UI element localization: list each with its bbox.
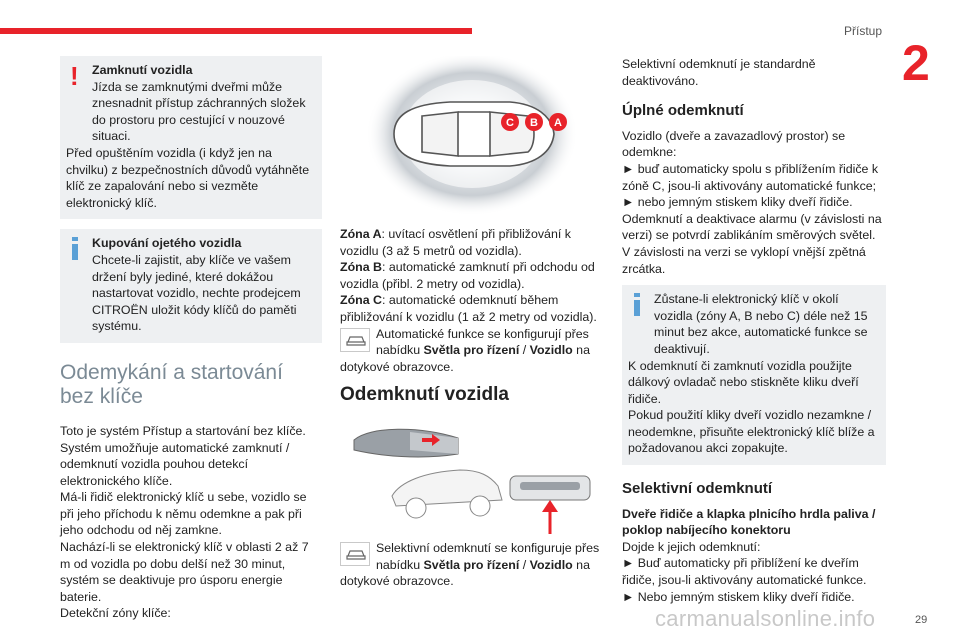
paragraph: Dojde k jejich odemknutí:	[622, 539, 761, 554]
section-heading-full-unlock: Úplné odemknutí	[622, 102, 744, 120]
section-heading-selective-unlock: Selektivní odemknutí	[622, 480, 773, 498]
paragraph: Systém umožňuje automatické zamknutí / odemknutí vozidla pouhou detekcí elektronického klíče.	[60, 440, 290, 488]
alert-box	[60, 56, 322, 219]
info-text-1: K odemknutí či zamknutí vozidla použijte dálkový ovladač nebo stiskněte kliku dveří řidiče.	[628, 358, 859, 406]
column-right	[622, 56, 886, 605]
intro-text: Selektivní odemknutí je standardně deaktivováno.	[622, 57, 816, 88]
column-middle	[340, 56, 602, 590]
paragraph: ► buď automaticky spolu s přiblížením řidiče k zóně C, jsou-li aktivovány automatické funkce;	[622, 161, 879, 193]
column-left	[60, 56, 322, 622]
chapter-number: 2	[902, 35, 930, 91]
car-top-view-icon	[394, 102, 554, 166]
paragraph: ► Buď automaticky při přiblížení ke dveřím řidiče, jsou-li aktivovány automatické funkce.	[622, 556, 867, 588]
door-handle-hand-icon	[354, 429, 458, 457]
info-lead: Zůstane-li elektronický klíč v okolí vozidla (zóny A, B nebo C) déle než 15 minut bez akce, automatické funkce se deaktivují.	[654, 292, 868, 356]
sub-heading: Dveře řidiče a klapka plnicího hrdla paliva / poklop nabíjecího konektoru	[622, 506, 876, 538]
info-text: Chcete-li zajistit, aby klíče ve vašem držení byly jediné, které dokážou nastartovat vozidlo, nechte prodejcem CITROËN uložit kódy klíčů do paměti systému.	[92, 252, 301, 334]
note-selective-unlock: Selektivní odemknutí se konfiguruje přes nabídku Světla pro řízení / Vozidlo na dotykové obrazovce.	[340, 540, 600, 589]
paragraph: ► nebo jemným stiskem kliky dveří řidiče.	[622, 195, 853, 210]
info-icon	[72, 237, 78, 259]
section-heading-keyless: Odemykání a startování bez klíče	[60, 360, 283, 408]
alert-title: Zamknutí vozidla	[92, 63, 193, 77]
note-auto-functions: Automatické funkce se konfigurují přes nabídku Světla pro řízení / Vozidlo na dotykové obrazovce.	[340, 326, 590, 374]
paragraph: Má-li řidič elektronický klíč u sebe, vozidlo se při jeho příchodu k němu odemkne a pak při jeho odchodu od něj zamkne.	[60, 490, 307, 538]
paragraph: Odemknutí a deaktivace alarmu (v závislosti na verzi) se potvrdí zablikáním směrových světel.	[622, 211, 882, 243]
paragraph: Vozidlo (dveře a zavazadlový prostor) se odemkne:	[622, 128, 846, 160]
detection-zones-illustration	[340, 56, 602, 226]
alert-text-1: Jízda se zamknutými dveřmi může znesnadnit přístup záchranných složek do prostoru pro cestující v nouzové situaci.	[92, 79, 306, 144]
info-box-used-vehicle	[60, 229, 322, 343]
watermark: carmanualsonline.info	[655, 606, 876, 631]
section-heading-unlock: Odemknutí vozidla	[340, 384, 509, 406]
info-icon	[634, 293, 640, 315]
car-side-view-icon	[392, 470, 502, 518]
zone-label-a: A	[554, 117, 562, 129]
zone-c-description: Zóna C: automatické odemknutí během přibližování k vozidlu (1 až 2 metry od vozidla).	[340, 293, 597, 324]
car-settings-icon	[340, 328, 370, 352]
alert-text-2: Před opuštěním vozidla (i když jen na chvilku) z bezpečnostních důvodů vytáhněte klíč ze zapalování nebo si vezměte elektronický klíč.	[66, 145, 310, 210]
zone-b-description: Zóna B: automatické zamknutí při odchodu od vozidla (přibl. 2 metry od vozidla).	[340, 260, 595, 291]
zone-label-b: B	[530, 117, 538, 129]
page-number: 29	[915, 614, 928, 626]
zones-diagram	[340, 56, 602, 226]
paragraph: ► Nebo jemným stiskem kliky dveří řidiče.	[622, 589, 855, 604]
section-title: Přístup	[844, 24, 883, 38]
zone-label-c: C	[506, 117, 514, 129]
zone-a-description: Zóna A: uvítací osvětlení při přibližování k vozidlu (3 až 5 metrů od vozidla).	[340, 227, 571, 258]
header-accent-bar	[0, 28, 472, 34]
paragraph: V závislosti na verzi se vyklopí vnější zpětná zrcátka.	[622, 244, 866, 276]
paragraph: Toto je systém Přístup a startování bez klíče.	[60, 423, 306, 438]
car-settings-icon	[340, 542, 370, 566]
exclamation-icon: !	[70, 61, 79, 91]
paragraph: Nachází-li se elektronický klíč v oblasti 2 až 7 m od vozidla po dobu delší než 30 minut, systém se deaktivuje pro úsporu energie baterie.	[60, 540, 309, 604]
zone-labels	[501, 113, 567, 131]
door-handle-diagram	[340, 416, 602, 540]
info-box-timeout	[622, 285, 886, 465]
info-text-2: Pokud použití kliky dveří vozidlo nezamkne / neodemkne, přisuňte elektronický klíč blíže a požadovanou akci zopakujte.	[628, 408, 875, 456]
door-handle-illustration	[340, 416, 602, 540]
door-handle-closeup-icon	[510, 476, 590, 534]
paragraph: Detekční zóny klíče:	[60, 606, 171, 621]
info-title: Kupování ojetého vozidla	[92, 236, 242, 251]
